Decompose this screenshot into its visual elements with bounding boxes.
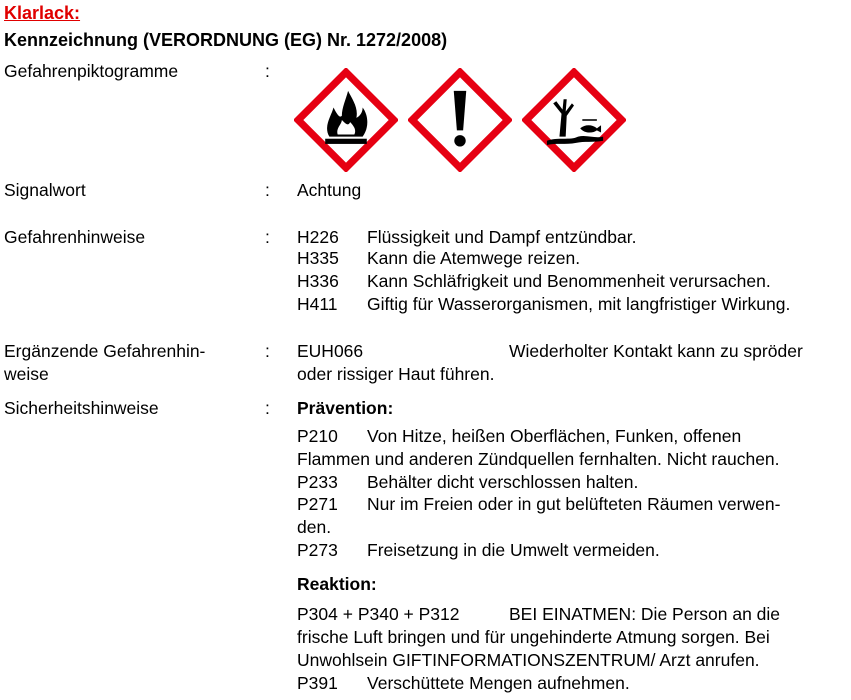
colon: : xyxy=(265,341,270,361)
hazard-text: Giftig für Wasserorganismen, mit langfristiger Wirkung. xyxy=(367,294,791,314)
colon: : xyxy=(265,180,270,200)
hazard-text: Kann die Atemwege reizen. xyxy=(367,248,581,268)
p210-line2: Flammen und anderen Zündquellen fernhalten. Nicht rauchen. xyxy=(297,449,780,469)
signal-label: Signalwort xyxy=(4,180,86,200)
environment-icon xyxy=(522,68,626,172)
p271-code: P271 xyxy=(297,494,338,514)
pictograms-label: Gefahrenpiktogramme xyxy=(4,61,179,81)
p271-line2: den. xyxy=(297,517,332,537)
p271-line1: Nur im Freien oder in gut belüfteten Räumen verwen- xyxy=(367,494,781,514)
combo-line1: BEI EINATMEN: Die Person an die xyxy=(509,604,781,624)
supplemental-text-line1: Wiederholter Kontakt kann zu spröder xyxy=(509,341,803,361)
p210-line1: Von Hitze, heißen Oberflächen, Funken, offenen xyxy=(367,426,742,446)
exclamation-mark-icon xyxy=(408,68,512,172)
colon: : xyxy=(265,227,270,247)
hazard-code: H411 xyxy=(297,294,338,314)
colon: : xyxy=(265,61,270,81)
hazard-code: H335 xyxy=(297,248,339,268)
precautionary-label: Sicherheitshinweise xyxy=(4,398,159,418)
p273-code: P273 xyxy=(297,540,338,560)
hazard-text: Flüssigkeit und Dampf entzündbar. xyxy=(367,227,637,247)
flame-icon xyxy=(294,68,398,172)
p233-code: P233 xyxy=(297,472,338,492)
section-heading: Kennzeichnung (VERORDNUNG (EG) Nr. 1272/2008) xyxy=(4,30,448,50)
supplemental-text-line2: oder rissiger Haut führen. xyxy=(297,364,495,384)
hazards-label: Gefahrenhinweise xyxy=(4,227,146,247)
combo-line2: frische Luft bringen und für ungehinderte Atmung sorgen. Bei xyxy=(297,627,770,647)
supplemental-label-line1: Ergänzende Gefahrenhin- xyxy=(4,341,206,361)
supplemental-code: EUH066 xyxy=(297,341,364,361)
colon: : xyxy=(265,398,270,418)
combo-code: P304 + P340 + P312 xyxy=(297,604,460,624)
p391-text: Verschüttete Mengen aufnehmen. xyxy=(367,673,630,693)
supplemental-label-line2: weise xyxy=(4,364,49,384)
p273-text: Freisetzung in die Umwelt vermeiden. xyxy=(367,540,660,560)
hazard-code: H336 xyxy=(297,271,339,291)
p391-code: P391 xyxy=(297,673,338,693)
combo-line3: Unwohlsein GIFTINFORMATIONSZENTRUM/ Arzt anrufen. xyxy=(297,650,760,670)
document-title: Klarlack: xyxy=(4,3,81,23)
p233-text: Behälter dicht verschlossen halten. xyxy=(367,472,639,492)
hazard-text: Kann Schläfrigkeit und Benommenheit verursachen. xyxy=(367,271,771,291)
p210-code: P210 xyxy=(297,426,338,446)
signal-value: Achtung xyxy=(297,180,362,200)
hazard-code: H226 xyxy=(297,227,339,247)
prevention-heading: Prävention: xyxy=(297,398,394,418)
response-heading: Reaktion: xyxy=(297,574,377,594)
